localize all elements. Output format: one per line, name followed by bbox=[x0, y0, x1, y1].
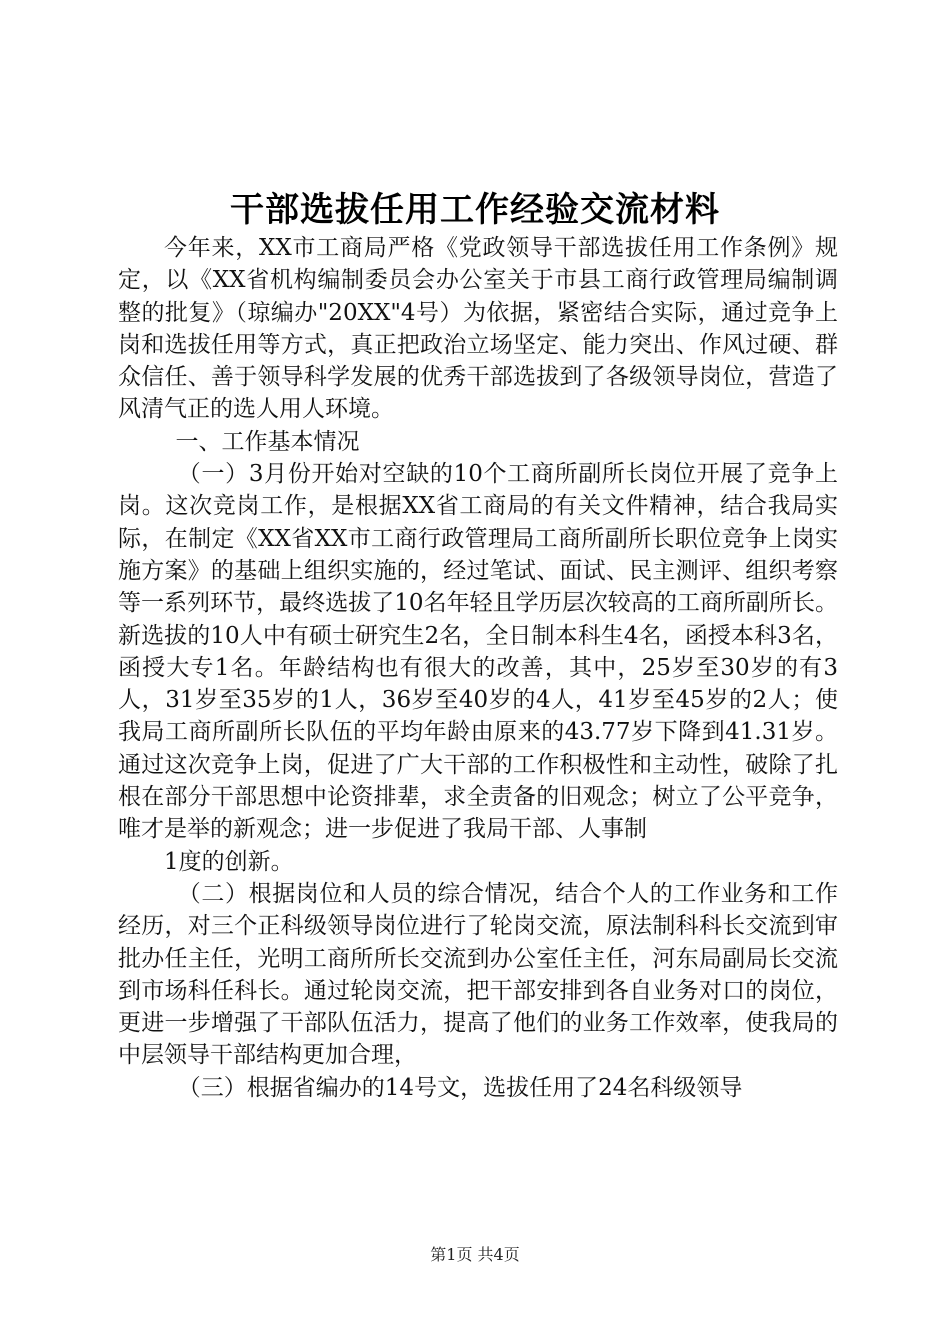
paragraph-item-2: （二）根据岗位和人员的综合情况，结合个人的工作业务和工作经历，对三个正科级领导岗位进行了轮岗交流，原法制科科长交流到审批办任主任，光明工商所所长交流到办公室任主任，河东局副局长交流到市场科任科长。通过轮岗交流，把干部安排到各自业务对口的岗位，更进一步增强了干部队伍活力，提高了他们的业务工作效率，使我局的中层领导干部结构更加合理， bbox=[118, 880, 838, 1069]
page-footer: 第1页 共4页 bbox=[430, 1245, 520, 1264]
paragraph-item-1: （一）3月份开始对空缺的10个工商所副所长岗位开展了竞争上岗。这次竞岗工作，是根据XX省工商局的有关文件精神，结合我局实际，在制定《XX省XX市工商行政管理局工商所副所长职位竞争上岗实施方案》的基础上组织实施的，经过笔试、面试、民主测评、组织考察等一系列环节，最终选拔了10名年轻且学历层次较高的工商所副所长。新选拔的10人中有硕士研究生2名，全日制本科生4名，函授本科3名，函授大专1名。年龄结构也有很大的改善，其中，25岁至30岁的有3人，31岁至35岁的1人，36岁至40岁的4人，41岁至45岁的2人；使我局工商所副所长队伍的平均年龄由原来的43.77岁下降到41.31岁。通过这次竞争上岗，促进了广大干部的工作积极性和主动性，破除了扎根在部分干部思想中论资排辈，求全责备的旧观念；树立了公平竞争，唯才是举的新观念；进一步促进了我局干部、人事制 bbox=[118, 461, 838, 843]
paragraph-item-3: （三）根据省编办的14号文，选拔任用了24名科级领导 bbox=[177, 1074, 743, 1101]
document-body bbox=[118, 232, 838, 1104]
intro-paragraph: 今年来，XX市工商局严格《党政领导干部选拔任用工作条例》规定，以《XX省机构编制委员会办公室关于市县工商行政管理局编制调整的批复》（琼编办"20XX"4号）为依据，紧密结合实际，通过竞争上岗和选拔任用等方式，真正把政治立场坚定、能力突出、作风过硬、群众信任、善于领导科学发展的优秀干部选拔到了各级领导岗位，营造了风清气正的选人用人环境。 bbox=[118, 235, 838, 423]
paragraph-continuation: 1度的创新。 bbox=[164, 848, 294, 875]
section-heading: 一、工作基本情况 bbox=[175, 428, 360, 455]
document-title: 干部选拔任用工作经验交流材料 bbox=[230, 190, 720, 230]
